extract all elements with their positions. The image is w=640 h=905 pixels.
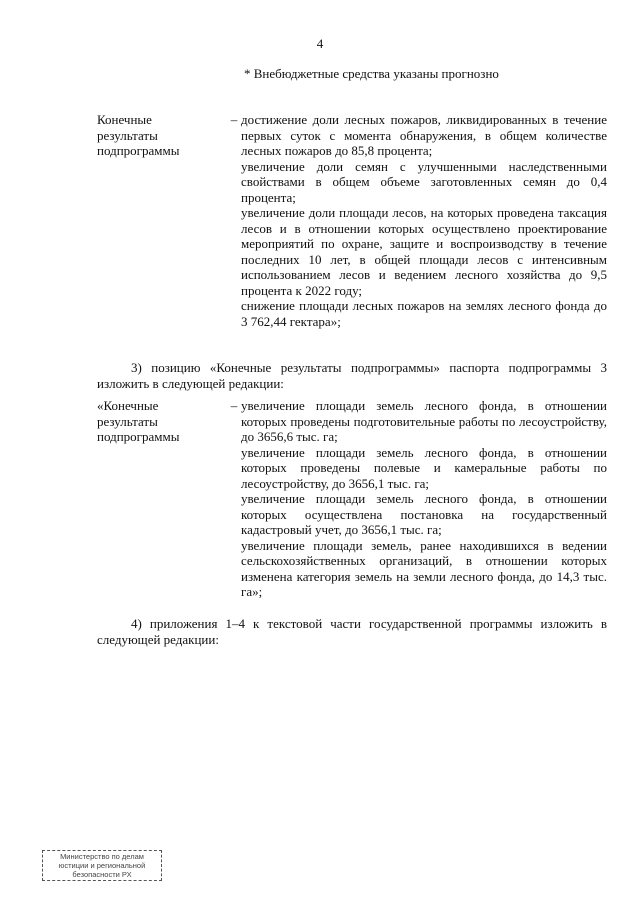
page-number: 4 [316,36,324,51]
results-list [241,112,607,329]
stamp-line: юстиции и региональной [58,861,146,870]
result-item: увеличение площади земель лесного фонда, в отношении которых осуществлена постановка на государственный кадастровый учет, до 3656,1 тыс. га; [241,491,607,537]
result-item: увеличение площади земель лесного фонда, в отношении которых проведены подготовительные работы по лесоустройству, до 3656,6 тыс. га; [241,398,607,444]
stamp-line: безопасности РХ [72,870,132,879]
result-item: увеличение площади земель лесного фонда, в отношении которых проведены полевые и камеральные работы по лесоустройству, до 3656,1 тыс. га; [241,444,607,491]
result-item: увеличение доли площади лесов, на которых проведена таксация лесов и в отношении которых осуществлено проектирование мероприятий по охране, защите и воспроизводству в течение последних 10 лет, в общей площади лесов с интенсивным использованием лесов и ведением лесного хозяйства до 9,5 процента к 2022 году; [241,205,607,298]
result-item: достижение доли лесных пожаров, ликвидированных в течение первых суток с момента обнаружения, в общем количестве лесных пожаров до 85,8 процента; [241,112,607,158]
label-line: «Конечные [97,398,159,413]
footnote: * Внебюджетные средства указаны прогнозно [244,66,499,81]
label-line: результаты [97,127,158,143]
label-line: Конечные [97,112,152,127]
final-results-block-2 [97,398,607,600]
stamp-line: Министерство по делам [60,852,144,861]
results-list [241,398,607,600]
row-label [97,398,227,600]
dash-separator: – [230,112,238,127]
label-line: результаты [97,413,158,429]
result-item: увеличение площади земель, ранее находившихся в ведении сельскохозяйственных организаций, в отношении которых изменена категория земель на земли лесного фонда, до 14,3 тыс. га»; [241,537,607,599]
paragraph-4: 4) приложения 1–4 к текстовой части государственной программы изложить в следующей редакции: [97,616,607,647]
result-item: увеличение доли семян с улучшенными наследственными свойствами в общем объеме заготовленных семян до 0,4 процента; [241,158,607,205]
final-results-block-1 [97,112,607,329]
label-line: подпрограммы [97,429,180,444]
row-label [97,112,227,329]
ministry-stamp [42,850,162,881]
dash-separator: – [230,398,238,413]
paragraph-3: 3) позицию «Конечные результаты подпрограммы» паспорта подпрограммы 3 изложить в следующей редакции: [97,360,607,391]
label-line: подпрограммы [97,143,180,158]
result-item: снижение площади лесных пожаров на землях лесного фонда до 3 762,44 гектара»; [241,298,607,329]
